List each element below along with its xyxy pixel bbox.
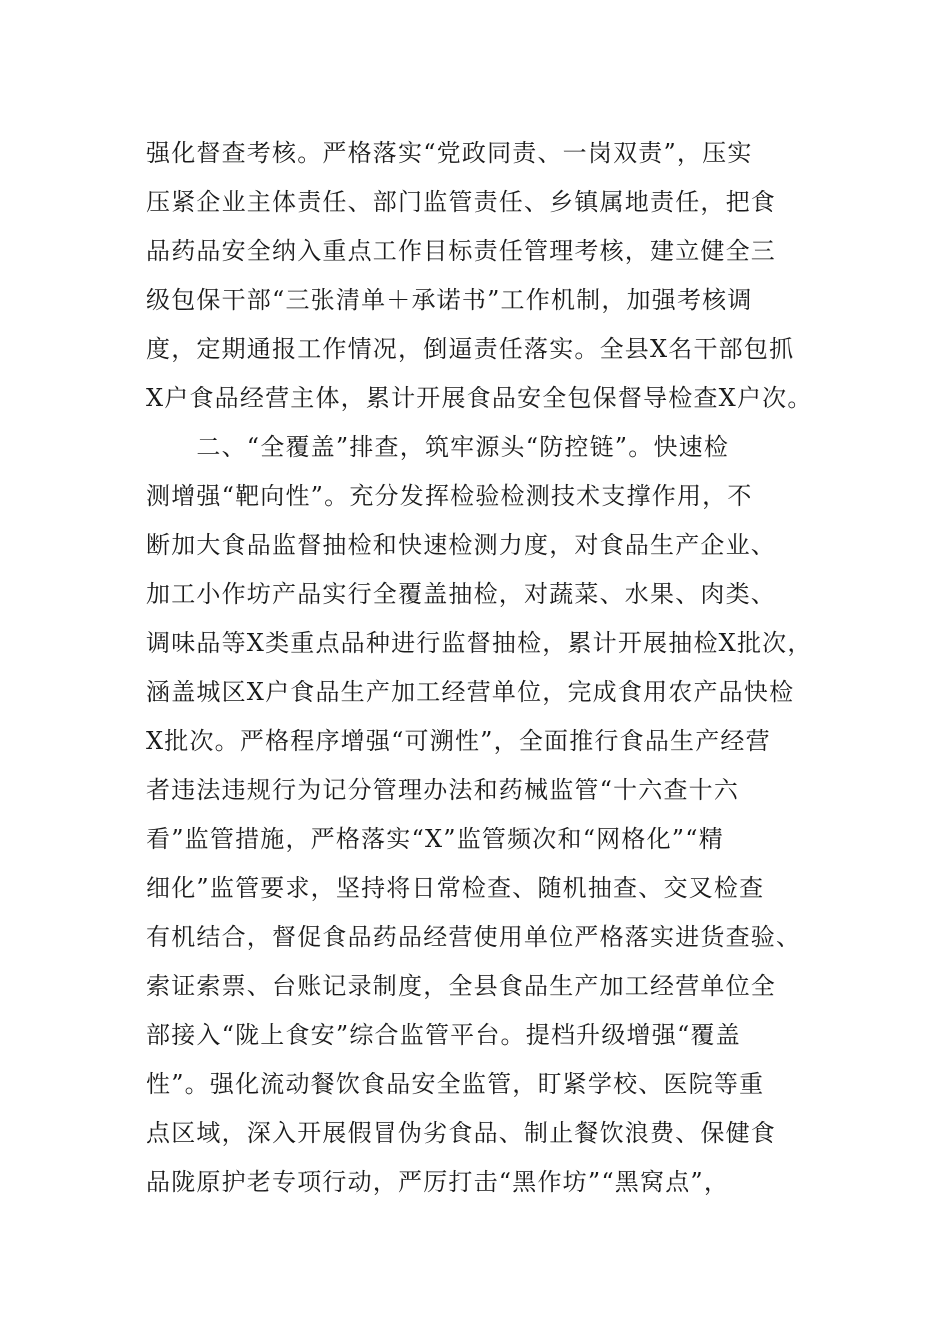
text-line: 调味品等X类重点品种进行监督抽检，累计开展抽检X批次， xyxy=(146,629,813,657)
text-line: 度，定期通报工作情况，倒逼责任落实。全县X名干部包抓 xyxy=(146,335,795,363)
text-line: 涵盖城区X户食品生产加工经营单位，完成食用农产品快检 xyxy=(146,678,795,706)
text-line: 索证索票、台账记录制度，全县食品生产加工经营单位全 xyxy=(146,972,776,1000)
text-line: 部接入“陇上食安”综合监管平台。提档升级增强“覆盖 xyxy=(146,1021,741,1049)
body-text xyxy=(146,129,836,1207)
section-heading-line: 二、“全覆盖”排查，筑牢源头“防控链”。快速检 xyxy=(146,433,730,461)
text-line: 细化”监管要求，坚持将日常检查、随机抽查、交叉检查 xyxy=(146,874,765,902)
text-line: 品陇原护老专项行动，严厉打击“黑作坊”“黑窝点”， xyxy=(146,1168,730,1196)
text-line: 品药品安全纳入重点工作目标责任管理考核，建立健全三 xyxy=(146,237,776,265)
text-line: 有机结合，督促食品药品经营使用单位严格落实进货查验、 xyxy=(146,923,802,951)
text-line: 点区域，深入开展假冒伪劣食品、制止餐饮浪费、保健食 xyxy=(146,1119,776,1147)
text-line: 性”。强化流动餐饮食品安全监管，盯紧学校、医院等重 xyxy=(146,1070,765,1098)
text-line: X批次。严格程序增强“可溯性”，全面推行食品生产经营 xyxy=(146,727,771,755)
text-line: 看”监管措施，严格落实“X”监管频次和“网格化”“精 xyxy=(146,825,724,853)
text-line: 压紧企业主体责任、部门监管责任、乡镇属地责任，把食 xyxy=(146,188,776,216)
text-line: 测增强“靶向性”。充分发挥检验检测技术支撑作用，不 xyxy=(146,482,753,510)
text-line: 级包保干部“三张清单＋承诺书”工作机制，加强考核调 xyxy=(146,286,753,314)
text-line: X户食品经营主体，累计开展食品安全包保督导检查X户次。 xyxy=(146,384,813,412)
text-line: 断加大食品监督抽检和快速检测力度，对食品生产企业、 xyxy=(146,531,776,559)
text-line: 强化督查考核。严格落实“党政同责、一岗双责”，压实 xyxy=(146,139,753,167)
text-line: 加工小作坊产品实行全覆盖抽检，对蔬菜、水果、肉类、 xyxy=(146,580,776,608)
text-line: 者违法违规行为记分管理办法和药械监管“十六查十六 xyxy=(146,776,740,804)
